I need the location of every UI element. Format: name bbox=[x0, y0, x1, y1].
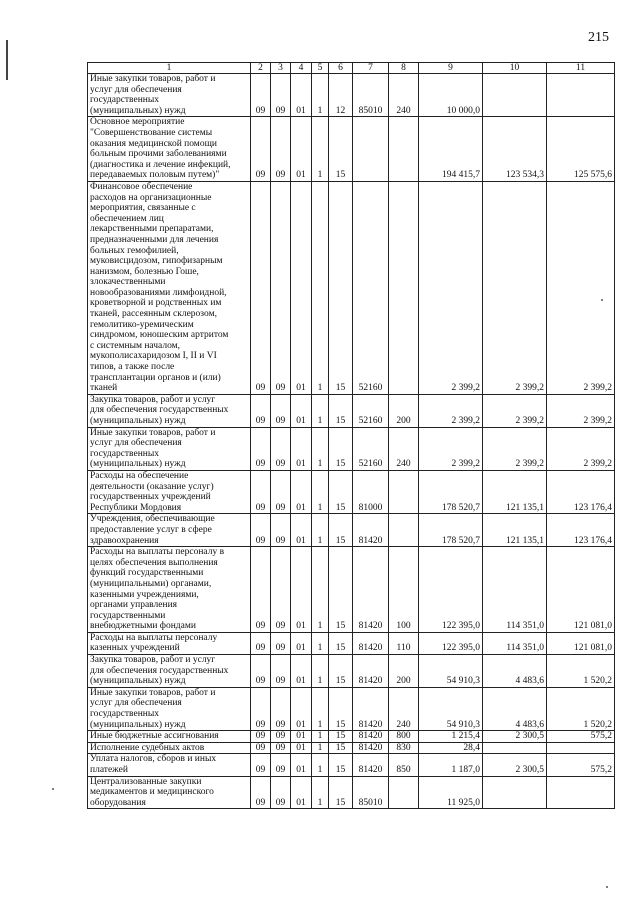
column-header: 5 bbox=[312, 63, 329, 74]
code-cell: 200 bbox=[389, 655, 419, 688]
amount-cell: 2 300,5 bbox=[483, 754, 547, 776]
code-cell: 1 bbox=[312, 687, 329, 730]
code-cell: 15 bbox=[329, 742, 353, 754]
row-name-cell: Иные закупки товаров, работ и услуг для обеспечения государственных (муниципальных) нужд bbox=[88, 687, 251, 730]
code-cell: 01 bbox=[291, 117, 312, 182]
amount-cell bbox=[547, 742, 615, 754]
scan-mark bbox=[6, 40, 8, 80]
column-header: 11 bbox=[547, 63, 615, 74]
amount-cell: 121 135,1 bbox=[483, 514, 547, 547]
code-cell: 15 bbox=[329, 394, 353, 427]
row-name-cell: Иные закупки товаров, работ и услуг для обеспечения государственных (муниципальных) нужд bbox=[88, 427, 251, 470]
code-cell bbox=[389, 776, 419, 809]
column-header: 9 bbox=[419, 63, 483, 74]
table-row bbox=[88, 742, 615, 754]
code-cell: 15 bbox=[329, 547, 353, 633]
amount-cell: 2 399,2 bbox=[483, 181, 547, 394]
code-cell: 09 bbox=[271, 754, 291, 776]
row-name-cell: Расходы на выплаты персоналу в целях обеспечения выполнения функций государственными (муниципальными) органами, казенными учреждениями, органами управления государственными внебюджетными фондами bbox=[88, 547, 251, 633]
column-header: 1 bbox=[88, 63, 251, 74]
row-name-cell: Учреждения, обеспечивающие предоставление услуг в сфере здравоохранения bbox=[88, 514, 251, 547]
code-cell: 09 bbox=[271, 742, 291, 754]
code-cell: 15 bbox=[329, 181, 353, 394]
code-cell bbox=[389, 514, 419, 547]
column-header: 8 bbox=[389, 63, 419, 74]
code-cell: 52160 bbox=[353, 394, 389, 427]
amount-cell: 122 395,0 bbox=[419, 547, 483, 633]
scan-speck bbox=[606, 886, 608, 888]
code-cell bbox=[389, 470, 419, 513]
code-cell: 09 bbox=[271, 547, 291, 633]
code-cell bbox=[389, 181, 419, 394]
amount-cell: 2 399,2 bbox=[419, 181, 483, 394]
amount-cell bbox=[483, 742, 547, 754]
table-row bbox=[88, 776, 615, 809]
code-cell: 85010 bbox=[353, 776, 389, 809]
budget-table bbox=[87, 62, 615, 809]
code-cell: 1 bbox=[312, 632, 329, 654]
amount-cell: 54 910,3 bbox=[419, 687, 483, 730]
code-cell: 09 bbox=[251, 754, 271, 776]
row-name-cell: Расходы на обеспечение деятельности (оказание услуг) государственных учреждений Республики Мордовия bbox=[88, 470, 251, 513]
code-cell: 09 bbox=[251, 470, 271, 513]
code-cell: 09 bbox=[271, 632, 291, 654]
amount-cell: 2 399,2 bbox=[483, 394, 547, 427]
code-cell: 09 bbox=[251, 776, 271, 809]
code-cell: 01 bbox=[291, 181, 312, 394]
code-cell: 81420 bbox=[353, 632, 389, 654]
code-cell: 01 bbox=[291, 687, 312, 730]
column-header: 10 bbox=[483, 63, 547, 74]
code-cell: 12 bbox=[329, 74, 353, 117]
row-name-cell: Централизованные закупки медикаментов и медицинского оборудования bbox=[88, 776, 251, 809]
code-cell: 09 bbox=[251, 181, 271, 394]
code-cell: 01 bbox=[291, 394, 312, 427]
column-header: 6 bbox=[329, 63, 353, 74]
amount-cell: 4 483,6 bbox=[483, 655, 547, 688]
amount-cell: 178 520,7 bbox=[419, 470, 483, 513]
row-name-cell: Закупка товаров, работ и услуг для обеспечения государственных (муниципальных) нужд bbox=[88, 394, 251, 427]
table-row bbox=[88, 74, 615, 117]
code-cell: 09 bbox=[251, 74, 271, 117]
code-cell: 81420 bbox=[353, 754, 389, 776]
row-name-cell: Финансовое обеспечение расходов на организационные мероприятия, связанные с обеспечением лиц лекарственными препаратами, предназначенными для лечения больных гемофилией, муковисцидозом, гипофизарным нанизмом, болезнью Гоше, злокачественными новообразованиями лимфоидной, кроветворной и родственных им тканей, рассеянным склерозом, гемолитико-уремическим синдромом, юношеским артритом с системным началом, мукополисахаридозом I, II и VI типов, а также после трансплантации органов и (или) тканей bbox=[88, 181, 251, 394]
code-cell: 15 bbox=[329, 776, 353, 809]
amount-cell: 123 176,4 bbox=[547, 470, 615, 513]
amount-cell: 1 520,2 bbox=[547, 687, 615, 730]
code-cell: 15 bbox=[329, 117, 353, 182]
table-row bbox=[88, 687, 615, 730]
code-cell: 09 bbox=[271, 687, 291, 730]
row-name-cell: Расходы на выплаты персоналу казенных учреждений bbox=[88, 632, 251, 654]
code-cell: 110 bbox=[389, 632, 419, 654]
table-row bbox=[88, 547, 615, 633]
header-row bbox=[88, 63, 615, 74]
code-cell: 850 bbox=[389, 754, 419, 776]
amount-cell: 123 176,4 bbox=[547, 514, 615, 547]
code-cell: 09 bbox=[271, 181, 291, 394]
row-name-cell: Основное мероприятие "Совершенствование системы оказания медицинской помощи больным прочими заболеваниями (диагностика и лечение инфекций, передаваемых половым путем)" bbox=[88, 117, 251, 182]
code-cell: 1 bbox=[312, 74, 329, 117]
code-cell: 15 bbox=[329, 632, 353, 654]
code-cell: 240 bbox=[389, 427, 419, 470]
code-cell: 15 bbox=[329, 655, 353, 688]
code-cell: 81420 bbox=[353, 731, 389, 743]
table-row bbox=[88, 427, 615, 470]
table-row bbox=[88, 731, 615, 743]
code-cell: 01 bbox=[291, 514, 312, 547]
amount-cell: 114 351,0 bbox=[483, 547, 547, 633]
code-cell: 09 bbox=[251, 427, 271, 470]
table-row bbox=[88, 514, 615, 547]
code-cell: 81420 bbox=[353, 742, 389, 754]
code-cell: 01 bbox=[291, 74, 312, 117]
code-cell bbox=[389, 117, 419, 182]
code-cell: 15 bbox=[329, 470, 353, 513]
code-cell: 01 bbox=[291, 470, 312, 513]
code-cell: 09 bbox=[251, 547, 271, 633]
amount-cell: 123 534,3 bbox=[483, 117, 547, 182]
code-cell: 100 bbox=[389, 547, 419, 633]
column-header: 2 bbox=[251, 63, 271, 74]
code-cell: 09 bbox=[271, 427, 291, 470]
amount-cell bbox=[547, 776, 615, 809]
amount-cell: 121 081,0 bbox=[547, 632, 615, 654]
amount-cell: 178 520,7 bbox=[419, 514, 483, 547]
code-cell: 1 bbox=[312, 754, 329, 776]
code-cell: 09 bbox=[251, 394, 271, 427]
amount-cell: 1 187,0 bbox=[419, 754, 483, 776]
table-row bbox=[88, 632, 615, 654]
code-cell: 09 bbox=[271, 514, 291, 547]
code-cell bbox=[353, 117, 389, 182]
amount-cell: 54 910,3 bbox=[419, 655, 483, 688]
table-row bbox=[88, 655, 615, 688]
code-cell: 1 bbox=[312, 394, 329, 427]
amount-cell: 1 520,2 bbox=[547, 655, 615, 688]
code-cell: 09 bbox=[251, 731, 271, 743]
amount-cell: 2 399,2 bbox=[547, 394, 615, 427]
amount-cell: 122 395,0 bbox=[419, 632, 483, 654]
code-cell: 09 bbox=[251, 742, 271, 754]
row-name-cell: Иные закупки товаров, работ и услуг для обеспечения государственных (муниципальных) нужд bbox=[88, 74, 251, 117]
code-cell: 81000 bbox=[353, 470, 389, 513]
code-cell: 1 bbox=[312, 117, 329, 182]
amount-cell: 121 135,1 bbox=[483, 470, 547, 513]
code-cell: 1 bbox=[312, 547, 329, 633]
amount-cell bbox=[483, 74, 547, 117]
amount-cell: 2 399,2 bbox=[419, 427, 483, 470]
amount-cell: 11 925,0 bbox=[419, 776, 483, 809]
code-cell: 200 bbox=[389, 394, 419, 427]
amount-cell: 114 351,0 bbox=[483, 632, 547, 654]
code-cell: 09 bbox=[251, 117, 271, 182]
code-cell: 1 bbox=[312, 181, 329, 394]
table-row bbox=[88, 117, 615, 182]
code-cell: 1 bbox=[312, 731, 329, 743]
code-cell: 09 bbox=[271, 776, 291, 809]
code-cell: 1 bbox=[312, 776, 329, 809]
column-header: 4 bbox=[291, 63, 312, 74]
amount-cell: 1 215,4 bbox=[419, 731, 483, 743]
code-cell: 01 bbox=[291, 754, 312, 776]
amount-cell: 575,2 bbox=[547, 754, 615, 776]
code-cell: 09 bbox=[271, 731, 291, 743]
code-cell: 01 bbox=[291, 427, 312, 470]
code-cell: 800 bbox=[389, 731, 419, 743]
amount-cell bbox=[483, 776, 547, 809]
code-cell: 1 bbox=[312, 514, 329, 547]
row-name-cell: Исполнение судебных актов bbox=[88, 742, 251, 754]
scan-speck bbox=[52, 788, 54, 790]
code-cell: 830 bbox=[389, 742, 419, 754]
code-cell: 15 bbox=[329, 731, 353, 743]
row-name-cell: Закупка товаров, работ и услуг для обеспечения государственных (муниципальных) нужд bbox=[88, 655, 251, 688]
code-cell: 09 bbox=[271, 74, 291, 117]
amount-cell: 10 000,0 bbox=[419, 74, 483, 117]
amount-cell: 121 081,0 bbox=[547, 547, 615, 633]
code-cell: 09 bbox=[251, 632, 271, 654]
amount-cell: 194 415,7 bbox=[419, 117, 483, 182]
code-cell: 09 bbox=[251, 514, 271, 547]
row-name-cell: Иные бюджетные ассигнования bbox=[88, 731, 251, 743]
code-cell: 01 bbox=[291, 547, 312, 633]
code-cell: 01 bbox=[291, 655, 312, 688]
code-cell: 81420 bbox=[353, 514, 389, 547]
code-cell: 1 bbox=[312, 655, 329, 688]
code-cell: 15 bbox=[329, 514, 353, 547]
page-number: 215 bbox=[588, 30, 609, 45]
code-cell: 15 bbox=[329, 427, 353, 470]
amount-cell: 4 483,6 bbox=[483, 687, 547, 730]
code-cell: 01 bbox=[291, 632, 312, 654]
code-cell: 81420 bbox=[353, 547, 389, 633]
amount-cell: 2 399,2 bbox=[419, 394, 483, 427]
code-cell: 240 bbox=[389, 687, 419, 730]
amount-cell: 2 399,2 bbox=[483, 427, 547, 470]
code-cell: 09 bbox=[271, 394, 291, 427]
code-cell: 09 bbox=[271, 117, 291, 182]
code-cell: 09 bbox=[271, 655, 291, 688]
code-cell: 52160 bbox=[353, 427, 389, 470]
code-cell: 09 bbox=[251, 655, 271, 688]
code-cell: 85010 bbox=[353, 74, 389, 117]
code-cell: 52160 bbox=[353, 181, 389, 394]
code-cell: 09 bbox=[251, 687, 271, 730]
amount-cell: 125 575,6 bbox=[547, 117, 615, 182]
code-cell: 09 bbox=[271, 470, 291, 513]
amount-cell bbox=[547, 74, 615, 117]
code-cell: 1 bbox=[312, 470, 329, 513]
amount-cell: 28,4 bbox=[419, 742, 483, 754]
column-header: 7 bbox=[353, 63, 389, 74]
code-cell: 1 bbox=[312, 427, 329, 470]
code-cell: 01 bbox=[291, 776, 312, 809]
amount-cell: 2 399,2 bbox=[547, 427, 615, 470]
code-cell: 01 bbox=[291, 731, 312, 743]
code-cell: 01 bbox=[291, 742, 312, 754]
table-row bbox=[88, 394, 615, 427]
code-cell: 1 bbox=[312, 742, 329, 754]
code-cell: 15 bbox=[329, 687, 353, 730]
amount-cell: 2 300,5 bbox=[483, 731, 547, 743]
code-cell: 81420 bbox=[353, 655, 389, 688]
row-name-cell: Уплата налогов, сборов и иных платежей bbox=[88, 754, 251, 776]
amount-cell: 2 399,2 bbox=[547, 181, 615, 394]
table-row bbox=[88, 470, 615, 513]
column-header: 3 bbox=[271, 63, 291, 74]
code-cell: 240 bbox=[389, 74, 419, 117]
code-cell: 81420 bbox=[353, 687, 389, 730]
code-cell: 15 bbox=[329, 754, 353, 776]
amount-cell: 575,2 bbox=[547, 731, 615, 743]
table-row bbox=[88, 181, 615, 394]
table-row bbox=[88, 754, 615, 776]
